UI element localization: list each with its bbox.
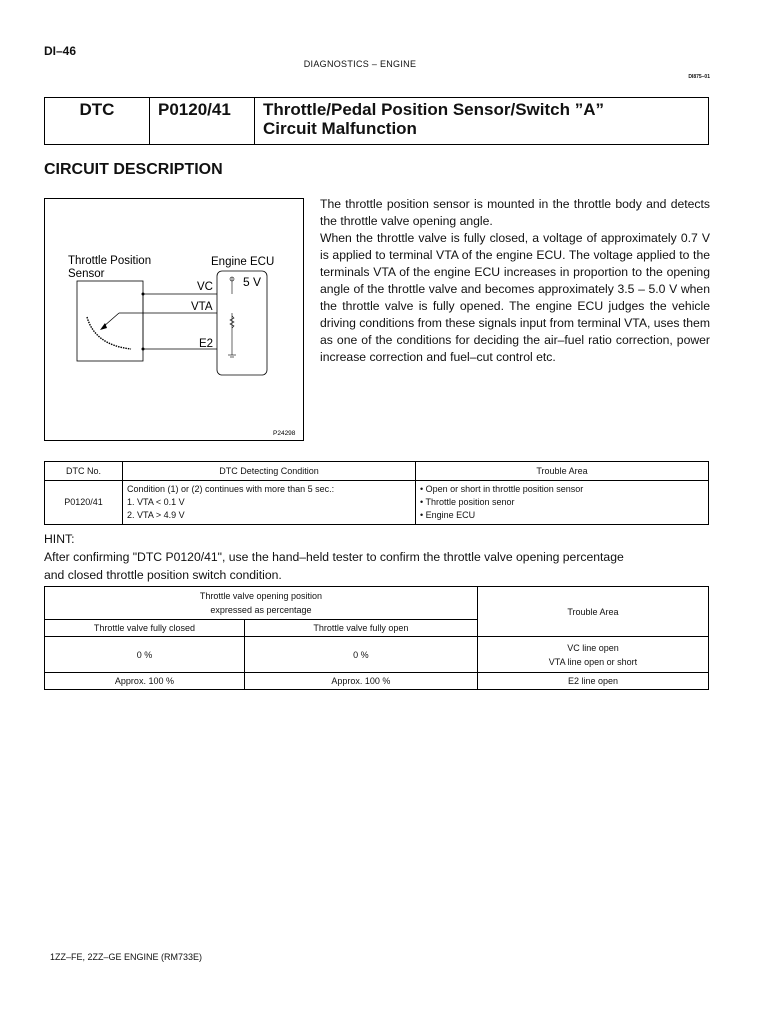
cell-open: 0 % — [244, 637, 477, 673]
table-row — [45, 587, 709, 620]
header-detecting-condition: DTC Detecting Condition — [123, 462, 416, 481]
table-row — [45, 481, 709, 525]
dtc-title — [255, 98, 709, 145]
dtc-label: DTC — [45, 98, 150, 145]
row-dtc-code: P0120/41 — [45, 481, 123, 525]
hint-label: HINT: — [44, 532, 75, 546]
condition-line: Condition (1) or (2) continues with more than 5 sec.: — [127, 484, 335, 494]
hint — [44, 530, 712, 584]
terminal-e2: E2 — [199, 338, 214, 350]
header-fully-open: Throttle valve fully open — [244, 620, 477, 637]
condition-line: 1. VTA < 0.1 V — [127, 497, 185, 507]
hint-line1: After confirming "DTC P0120/41", use the hand–held tester to confirm the throttle valve opening percentage — [44, 550, 624, 564]
header-trouble-area: Trouble Area — [477, 587, 708, 637]
terminal-vc: VC — [197, 281, 213, 293]
trouble-area-item: • Throttle position senor — [420, 497, 515, 507]
running-header: DIAGNOSTICS – ENGINE — [303, 59, 417, 69]
row-conditions — [123, 481, 416, 525]
sensor-label-line2: Sensor — [68, 268, 105, 280]
cell-closed: Approx. 100 % — [45, 673, 245, 690]
trouble-area-item: • Engine ECU — [420, 510, 476, 520]
ecu-label: Engine ECU — [211, 256, 275, 268]
table-row — [45, 637, 709, 673]
cell-closed: 0 % — [45, 637, 245, 673]
header-trouble-area: Trouble Area — [416, 462, 709, 481]
ecu-voltage: 5 V — [243, 275, 262, 289]
trouble-area-item: • Open or short in throttle position sensor — [420, 484, 584, 494]
row-trouble-areas — [416, 481, 709, 525]
terminal-vta: VTA — [191, 301, 213, 313]
circuit-diagram — [44, 198, 304, 441]
page-number: DI–46 — [44, 44, 77, 58]
hint-line2: and closed throttle position switch condition. — [44, 568, 282, 582]
group-header — [45, 587, 478, 620]
trouble-area-line: VTA line open or short — [548, 656, 638, 667]
group-header-line2: expressed as percentage — [210, 605, 312, 615]
description-paragraph-1: The throttle position sensor is mounted in the throttle body and detects the throttle valve opening angle. — [320, 197, 710, 228]
dtc-header-table — [44, 97, 709, 145]
section-title: CIRCUIT DESCRIPTION — [44, 161, 223, 178]
cell-trouble-area: E2 line open — [477, 673, 708, 690]
dtc-table-header — [45, 462, 709, 481]
figure-id: P24298 — [273, 430, 296, 437]
dtc-title-line1: Throttle/Pedal Position Sensor/Switch ”A” — [263, 100, 604, 119]
condition-line: 2. VTA > 4.9 V — [127, 510, 185, 520]
circuit-diagram-svg — [45, 199, 303, 440]
trouble-area-line: VC line open — [567, 642, 619, 653]
dtc-title-line2: Circuit Malfunction — [263, 119, 417, 138]
cell-open: Approx. 100 % — [244, 673, 477, 690]
table-row — [45, 673, 709, 690]
description-paragraph-2: When the throttle valve is fully closed, a voltage of approximately 0.7 V is applied to terminal VTA of the engine ECU. The voltage applied to the terminals VTA of the engine ECU increases in proportion to the opening angle of the throttle valve and becomes approximately 3.5 – 5.0 V when the throttle valve is fully opened. The engine ECU judges the vehicle driving conditions from these signals input from terminal VTA, uses them as one of the conditions for deciding the air–fuel ratio correction, power increase correction and fuel–cut control etc. — [320, 231, 710, 364]
footer: 1ZZ–FE, 2ZZ–GE ENGINE (RM733E) — [50, 952, 203, 962]
throttle-position-table — [44, 586, 709, 690]
header-fully-closed: Throttle valve fully closed — [45, 620, 245, 637]
circuit-description — [320, 196, 710, 366]
cell-trouble-area — [477, 637, 708, 673]
header-dtc-no: DTC No. — [45, 462, 123, 481]
dtc-code: P0120/41 — [150, 98, 255, 145]
document-code: DI875–01 — [688, 74, 710, 80]
group-header-line1: Throttle valve opening position — [199, 591, 322, 601]
dtc-table — [44, 461, 709, 525]
sensor-label-line1: Throttle Position — [68, 255, 152, 267]
